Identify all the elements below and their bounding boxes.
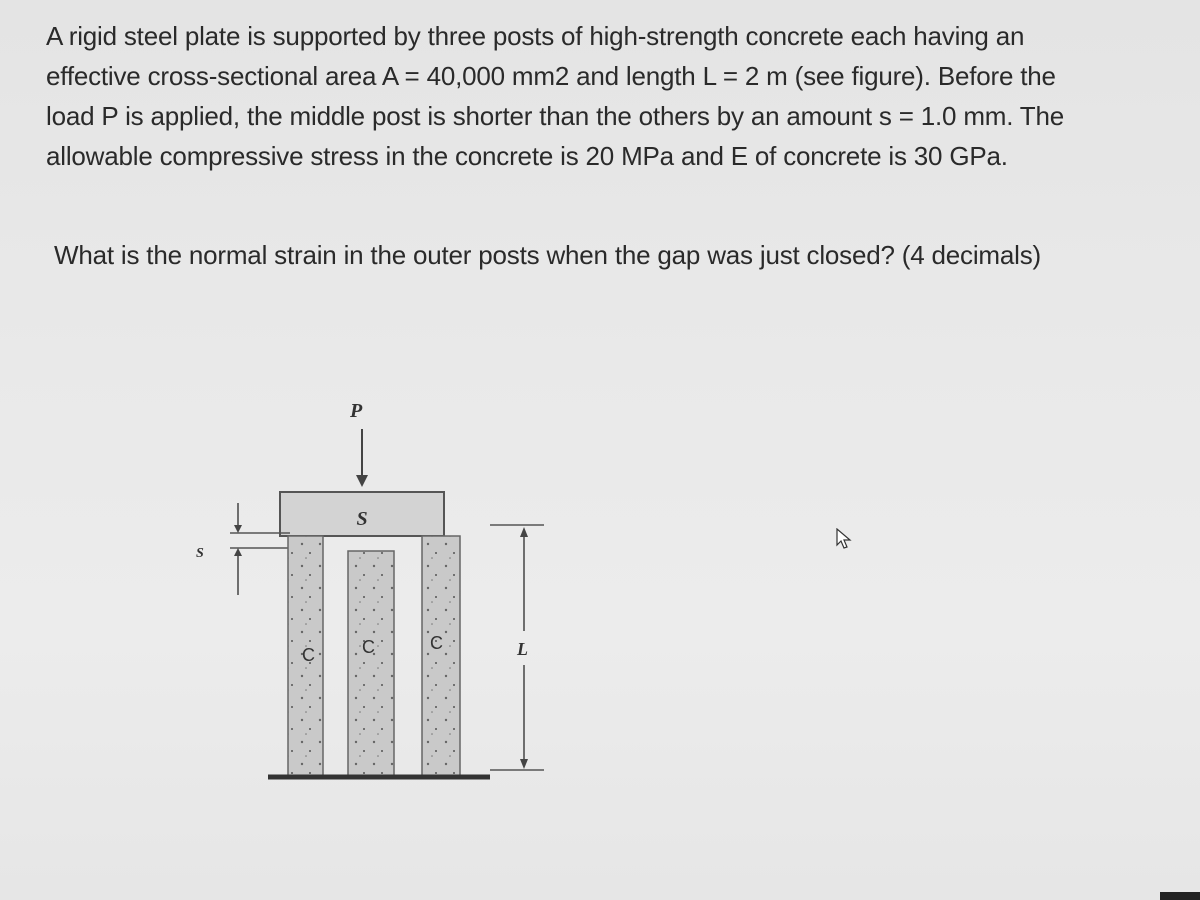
gap-arrowhead-up bbox=[234, 548, 242, 556]
left-post-label: C bbox=[302, 645, 315, 665]
right-post bbox=[422, 536, 460, 776]
right-post-label: C bbox=[430, 633, 443, 653]
load-arrow-head bbox=[356, 475, 368, 487]
mouse-cursor-icon bbox=[836, 528, 852, 550]
gap-label-top: S bbox=[356, 508, 368, 530]
posts-figure bbox=[190, 385, 570, 815]
length-arrowhead-up bbox=[520, 527, 528, 537]
middle-post bbox=[348, 551, 394, 776]
length-arrowhead-down bbox=[520, 759, 528, 769]
problem-paragraph: A rigid steel plate is supported by three posts of high-strength concrete each having an effective cross-sectional area A = 40,000 mm2 and length L = 2 m (see figure). Before the load P is applied, the middle post is shorter than the others by an amount s = 1.0 mm. The allowable compressive stress in the concrete is 20 MPa and E of concrete is 30 GPa. bbox=[46, 21, 1065, 171]
question-text: What is the normal strain in the outer posts when the gap was just closed? (4 decimals) bbox=[54, 240, 1041, 270]
gap-label-side: S bbox=[196, 546, 204, 561]
bottom-edge-strip bbox=[1160, 892, 1200, 900]
middle-post-label: C bbox=[362, 637, 375, 657]
gap-arrowhead-down bbox=[234, 525, 242, 533]
problem-statement bbox=[46, 16, 1186, 176]
length-label: L bbox=[517, 639, 528, 659]
posts-diagram bbox=[190, 385, 570, 815]
load-label: P bbox=[350, 400, 363, 422]
